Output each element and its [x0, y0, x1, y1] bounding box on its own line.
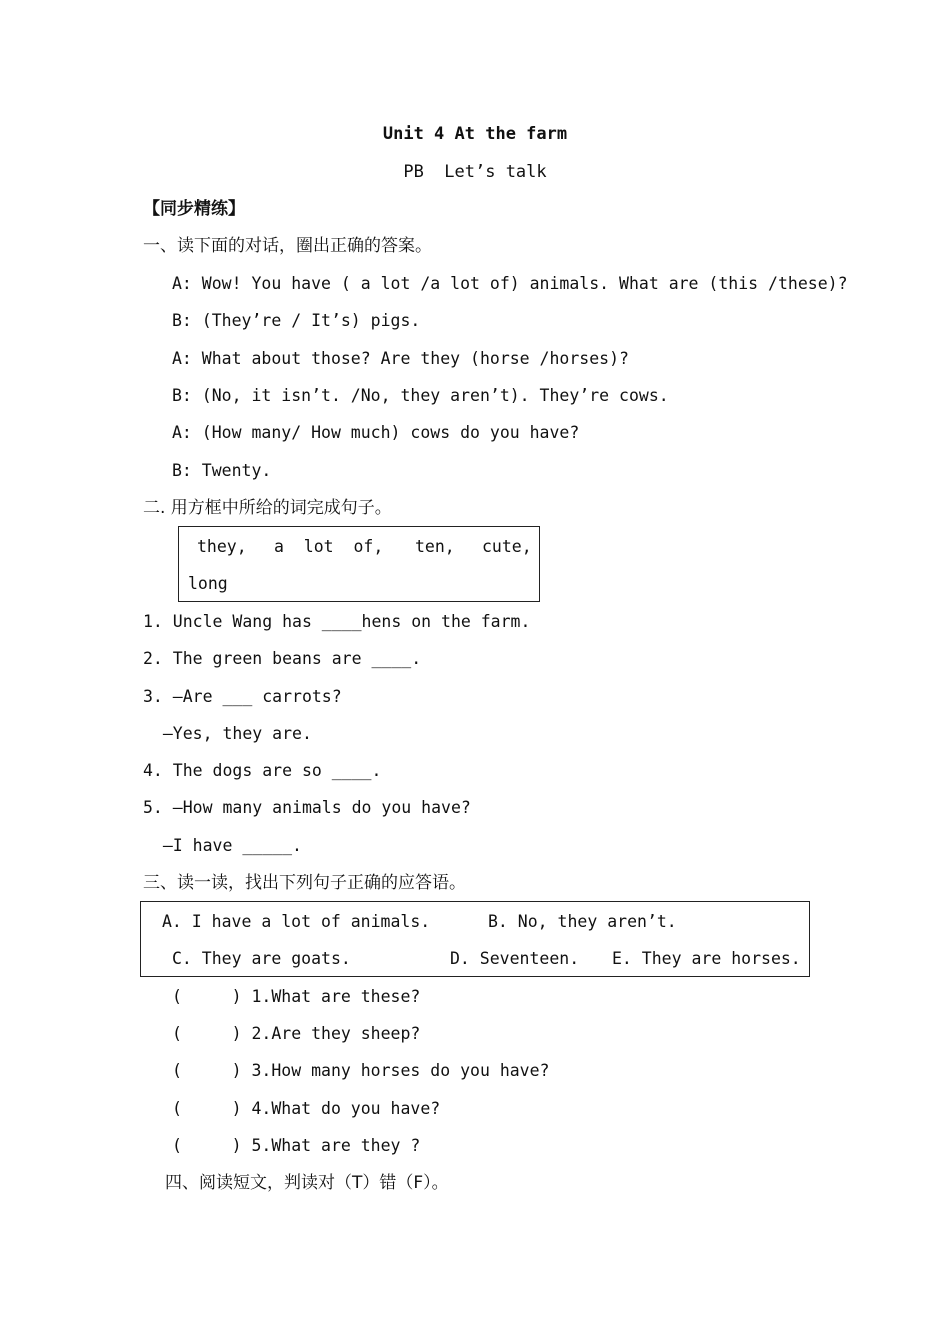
option-c: C. They are goats. [172, 949, 351, 968]
dialog-line-6: B: Twenty. [172, 461, 272, 480]
option-d: D. Seventeen. [450, 949, 580, 968]
word-ten: ten, [415, 537, 455, 556]
part3-heading: 三、读一读，找出下列句子正确的应答语。 [143, 873, 466, 893]
word-long: long [188, 574, 228, 593]
fill-item-3-answer: —Yes, they are. [143, 724, 312, 743]
match-question-2: ( ) 2.Are they sheep? [172, 1024, 421, 1043]
match-question-3: ( ) 3.How many horses do you have? [172, 1061, 550, 1080]
part4-heading: 四、阅读短文，判读对（T）错（F）。 [165, 1173, 449, 1193]
option-e: E. They are horses. [612, 949, 801, 968]
fill-item-5-answer: —I have _____. [143, 836, 302, 855]
word-cute: cute, [482, 537, 532, 556]
word-they: they, [197, 537, 247, 556]
dialog-line-2: B: (They’re / It’s) pigs. [172, 311, 421, 330]
fill-item-1: 1. Uncle Wang has ____hens on the farm. [143, 612, 531, 631]
word-a-lot-of: a lot of, [274, 537, 384, 556]
dialog-line-3: A: What about those? Are they (horse /horses)? [172, 349, 629, 368]
section-tag: 【同步精练】 [143, 199, 245, 219]
fill-item-4: 4. The dogs are so ____. [143, 761, 382, 780]
option-b: B. No, they aren’t. [488, 912, 677, 931]
fill-item-5: 5. —How many animals do you have? [143, 798, 471, 817]
dialog-line-4: B: (No, it isn’t. /No, they aren’t). They’re cows. [172, 386, 669, 405]
dialog-line-1: A: Wow! You have ( a lot /a lot of) animals. What are (this /these)? [172, 274, 848, 293]
option-a: A. I have a lot of animals. [162, 912, 431, 931]
page-subtitle: PB Let’s talk [403, 162, 547, 182]
answer-options-box [140, 901, 810, 977]
word-box [178, 526, 540, 602]
part1-heading: 一、读下面的对话，圈出正确的答案。 [143, 236, 432, 256]
match-question-5: ( ) 5.What are they ? [172, 1136, 421, 1155]
match-question-1: ( ) 1.What are these? [172, 987, 421, 1006]
page-title: Unit 4 At the farm [382, 124, 568, 144]
part2-heading: 二. 用方框中所给的词完成句子。 [143, 498, 392, 518]
fill-item-2: 2. The green beans are ____. [143, 649, 422, 668]
fill-item-3: 3. —Are ___ carrots? [143, 687, 342, 706]
match-question-4: ( ) 4.What do you have? [172, 1099, 441, 1118]
dialog-line-5: A: (How many/ How much) cows do you have? [172, 423, 580, 442]
